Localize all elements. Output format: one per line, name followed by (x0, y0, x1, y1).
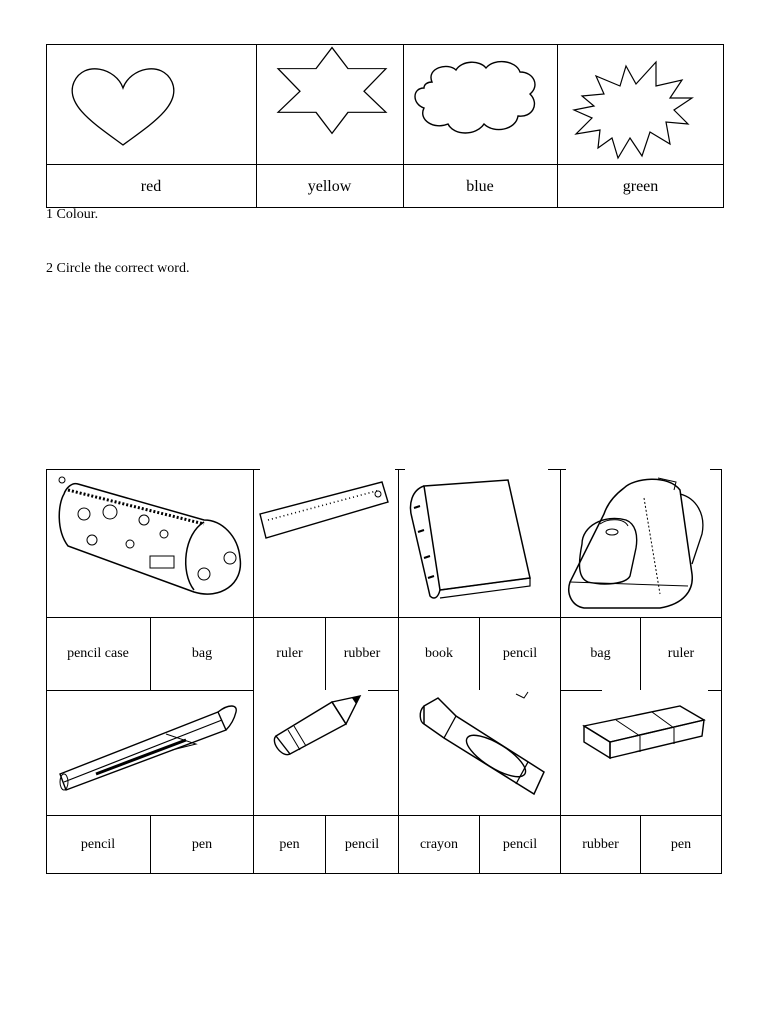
instruction-circle-word: 2 Circle the correct word. (46, 261, 190, 276)
ruler-icon (258, 480, 392, 542)
star-icon (276, 46, 388, 136)
option-crayon[interactable]: crayon (419, 836, 459, 852)
option-pencil[interactable]: pencil (502, 836, 538, 852)
option-rubber[interactable]: rubber (582, 836, 619, 852)
burst-icon (570, 58, 696, 164)
cloud-icon (412, 58, 540, 138)
option-bag[interactable]: bag (590, 646, 611, 661)
option-ruler[interactable]: ruler (667, 646, 695, 661)
pen-icon (56, 700, 240, 794)
colour-label-green: green (622, 177, 659, 195)
colour-label-yellow: yellow (307, 177, 352, 195)
option-book[interactable]: book (425, 646, 453, 661)
option-bag[interactable]: bag (191, 646, 213, 661)
option-pencil-case[interactable]: pencil case (67, 646, 129, 661)
option-pencil[interactable]: pencil (80, 836, 116, 852)
option-pen[interactable]: pen (670, 836, 692, 852)
colour-label-blue: blue (466, 177, 494, 195)
crayon-icon (416, 694, 552, 796)
instruction-colour: 1 Colour. (46, 207, 99, 222)
option-pencil[interactable]: pencil (344, 836, 380, 852)
pencil-icon (268, 692, 364, 756)
colour-label-red: red (140, 177, 162, 195)
option-pencil[interactable]: pencil (502, 646, 538, 661)
option-rubber[interactable]: rubber (343, 646, 381, 661)
option-pen[interactable]: pen (191, 836, 213, 852)
rubber-icon (580, 700, 706, 764)
option-ruler[interactable]: ruler (276, 646, 303, 661)
book-icon (404, 478, 534, 602)
option-pen[interactable]: pen (279, 836, 300, 852)
pencil-case-icon (54, 474, 246, 600)
backpack-icon (564, 474, 710, 614)
heart-icon (66, 60, 181, 150)
